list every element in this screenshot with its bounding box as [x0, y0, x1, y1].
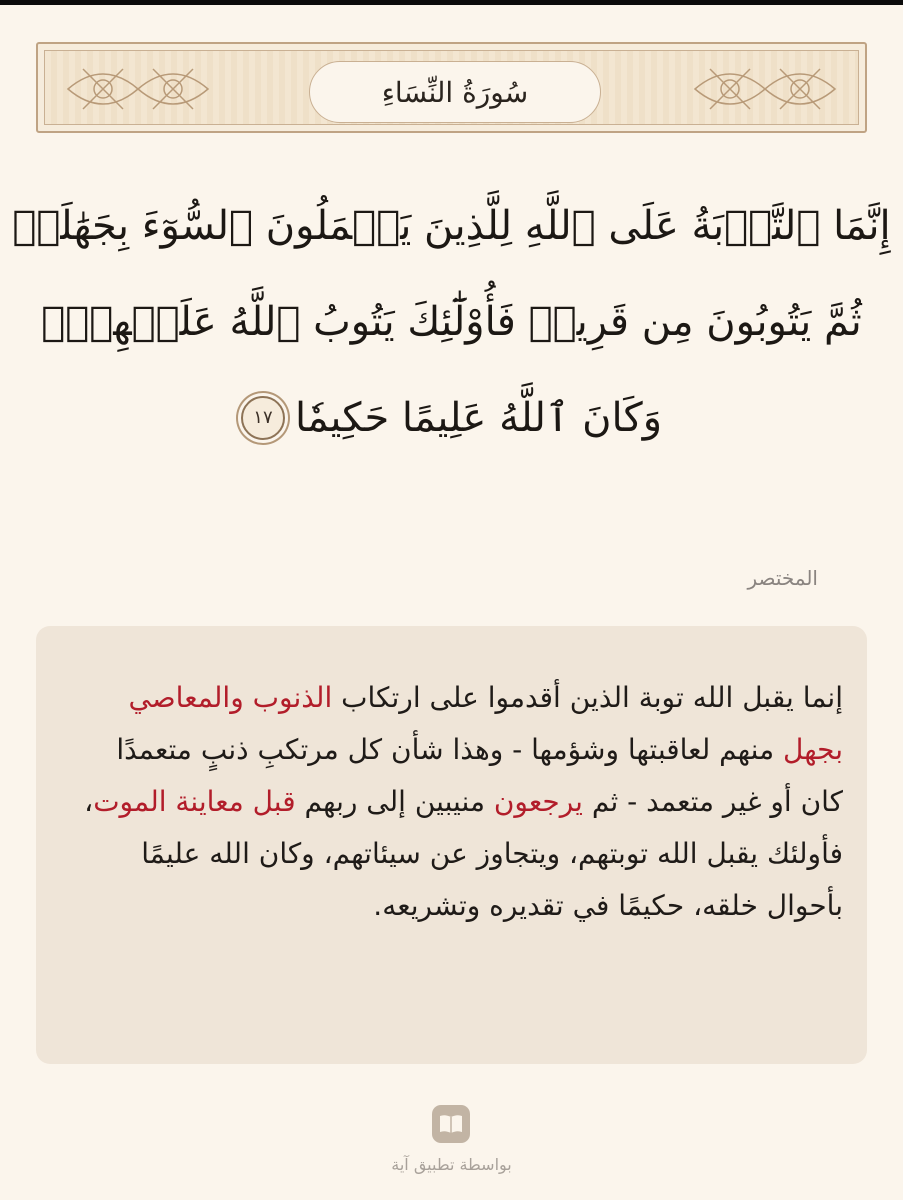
surah-header-ornament — [44, 50, 859, 125]
tafsir-source-label: المختصر — [747, 566, 818, 590]
ayah-text[interactable] — [12, 178, 891, 466]
footer-attribution[interactable]: بواسطة تطبيق آية — [391, 1155, 512, 1174]
ayah-line-2: ثُمَّ يَتُوبُونَ مِن قَرِيبٖ فَأُوْلَٰٓئِكَ يَتُوبُ ٱللَّهُ عَلَيۡهِمۡۗ — [41, 299, 862, 345]
tafsir-text — [83, 672, 843, 932]
ayah-number-marker: ١٧ — [241, 396, 285, 440]
tafsir-part-4: ، فأولئك يقبل الله توبتهم، ويتجاوز عن سيئاتهم، وكان الله عليمًا بأحوال خلقه، حكيمًا في تقديره وتشريعه. — [84, 785, 843, 922]
ayah-line-3 — [40, 370, 863, 466]
quran-book-icon[interactable] — [432, 1105, 470, 1143]
book-glyph-icon — [438, 1113, 464, 1135]
tafsir-part-1: إنما يقبل الله توبة الذين أقدموا على ارتكاب — [332, 681, 843, 714]
tafsir-highlight-2: يرجعون — [493, 785, 583, 818]
ayah-line-1: إِنَّمَا ٱلتَّوۡبَةُ عَلَى ٱللَّهِ لِلَّذِينَ يَعۡمَلُونَ ٱلسُّوٓءَ بِجَهَٰلَةٖ — [12, 203, 891, 249]
tafsir-part-2: منهم لعاقبتها وشؤمها - وهذا شأن كل مرتكبِ ذنبٍ متعمدًا كان أو غير متعمد - ثم — [116, 733, 843, 818]
tafsir-highlight-3: قبل معاينة الموت — [93, 785, 296, 818]
surah-header-frame — [36, 42, 867, 133]
tafsir-highlight-1: الذنوب والمعاصي بجهل — [128, 681, 843, 766]
surah-title-cartouche — [309, 61, 601, 123]
top-bar — [0, 0, 903, 5]
ornament-left-icon — [63, 59, 213, 119]
ornament-right-icon — [690, 59, 840, 119]
surah-title: سُورَةُ النِّسَاءِ — [381, 75, 529, 109]
ayah-line-3-text: وَكَانَ ٱللَّهُ عَلِيمًا حَكِيمٗا — [294, 395, 663, 441]
tafsir-part-3: منيبين إلى ربهم — [295, 785, 494, 818]
